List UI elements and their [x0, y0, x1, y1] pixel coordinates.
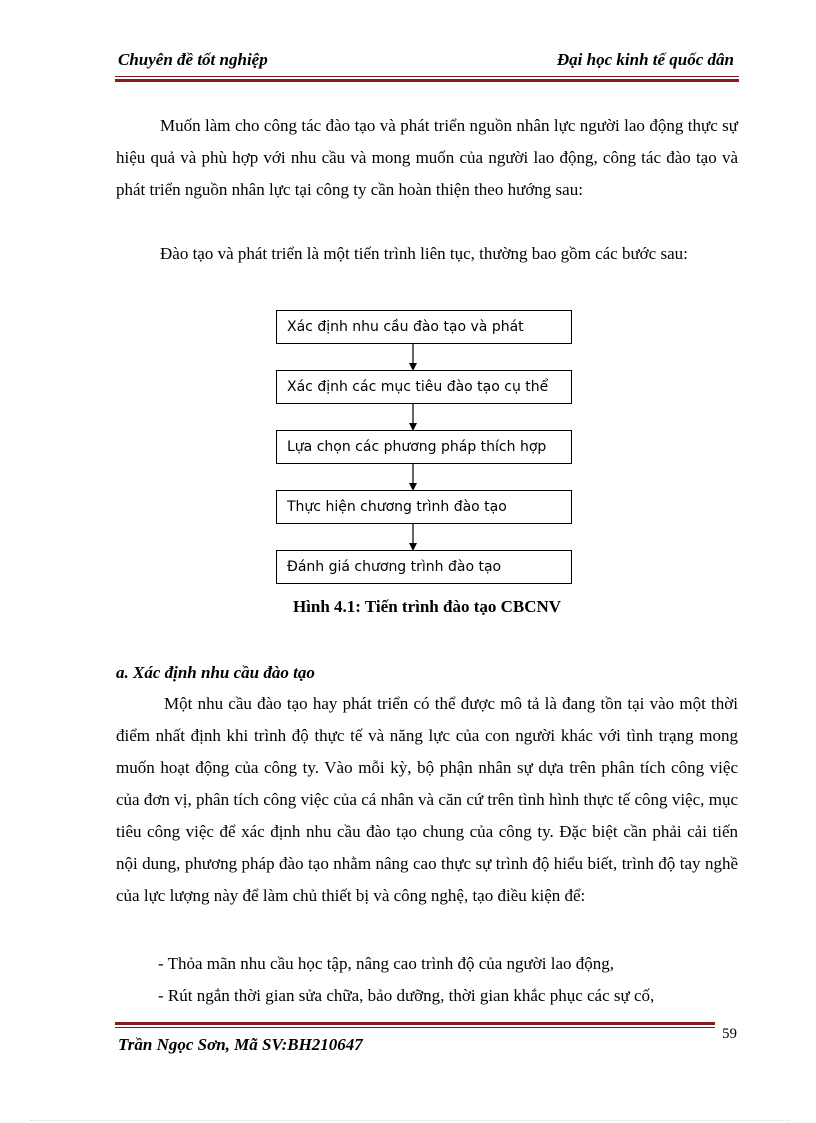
- header-rule-thin: [115, 76, 739, 77]
- paragraph-intro: Muốn làm cho công tác đào tạo và phát triển nguồn nhân lực người lao động thực sự hiệu quả và phù hợp với nhu cầu và mong muốn của người lao động, công tác đào tạo và phát triển nguồn nhân lực tại công ty cần hoàn thiện theo hướng sau:: [116, 116, 738, 199]
- footer-rule-thick: [115, 1022, 715, 1025]
- paragraph-section-a: Một nhu cầu đào tạo hay phát triển có thể được mô tả là đang tồn tại vào một thời điểm nhất định khi trình độ thực tế và năng lực của con người khác với tình trạng mong muốn hoạt động của công ty. Vào mỗi kỳ, bộ phận nhân sự dựa trên phân tích công việc của đơn vị, phân tích công việc của cá nhân và căn cứ trên tình hình thực tế công việc, mục tiêu công việc để xác định nhu cầu đào tạo chung của công ty. Đặc biệt cần phải cải tiến nội dung, phương pháp đào tạo nhằm nâng cao thực sự trình độ hiểu biết, trình độ tay nghề của lực lượng này để làm chủ thiết bị và công nghệ, tạo điều kiện để:: [116, 694, 738, 905]
- flow-step-3: Lựa chọn các phương pháp thích hợp: [276, 430, 572, 464]
- figure-caption: Hình 4.1: Tiến trình đào tạo CBCNV: [292, 597, 562, 616]
- header-rule-thick: [115, 79, 739, 82]
- flow-step-5: Đánh giá chương trình đào tạo: [276, 550, 572, 584]
- flow-step-2: Xác định các mục tiêu đào tạo cụ thể: [276, 370, 572, 404]
- flow-arrow-3: [406, 464, 420, 491]
- page-number: 59: [722, 1026, 737, 1042]
- flow-arrow-2: [406, 404, 420, 431]
- footer-rule-thin: [115, 1027, 715, 1028]
- flow-arrow-4: [406, 524, 420, 551]
- header-left-title: Chuyên đề tốt nghiệp: [118, 50, 268, 69]
- footer-author: Trần Ngọc Sơn, Mã SV:BH210647: [118, 1035, 363, 1054]
- flow-step-4: Thực hiện chương trình đào tạo: [276, 490, 572, 524]
- flow-arrow-1: [406, 344, 420, 371]
- bottom-divider: [30, 1120, 790, 1121]
- paragraph-steps-intro: Đào tạo và phát triển là một tiến trình liên tục, thường bao gồm các bước sau:: [160, 244, 688, 263]
- bullet-item-2: - Rút ngắn thời gian sửa chữa, bảo dưỡng, thời gian khắc phục các sự cố,: [158, 986, 655, 1005]
- bullet-item-1: - Thỏa mãn nhu cầu học tập, nâng cao trình độ của người lao động,: [158, 954, 614, 973]
- header-right-title: Đại học kinh tế quốc dân: [556, 50, 734, 69]
- section-heading: a. Xác định nhu cầu đào tạo: [116, 663, 315, 682]
- flow-step-1: Xác định nhu cầu đào tạo và phát: [276, 310, 572, 344]
